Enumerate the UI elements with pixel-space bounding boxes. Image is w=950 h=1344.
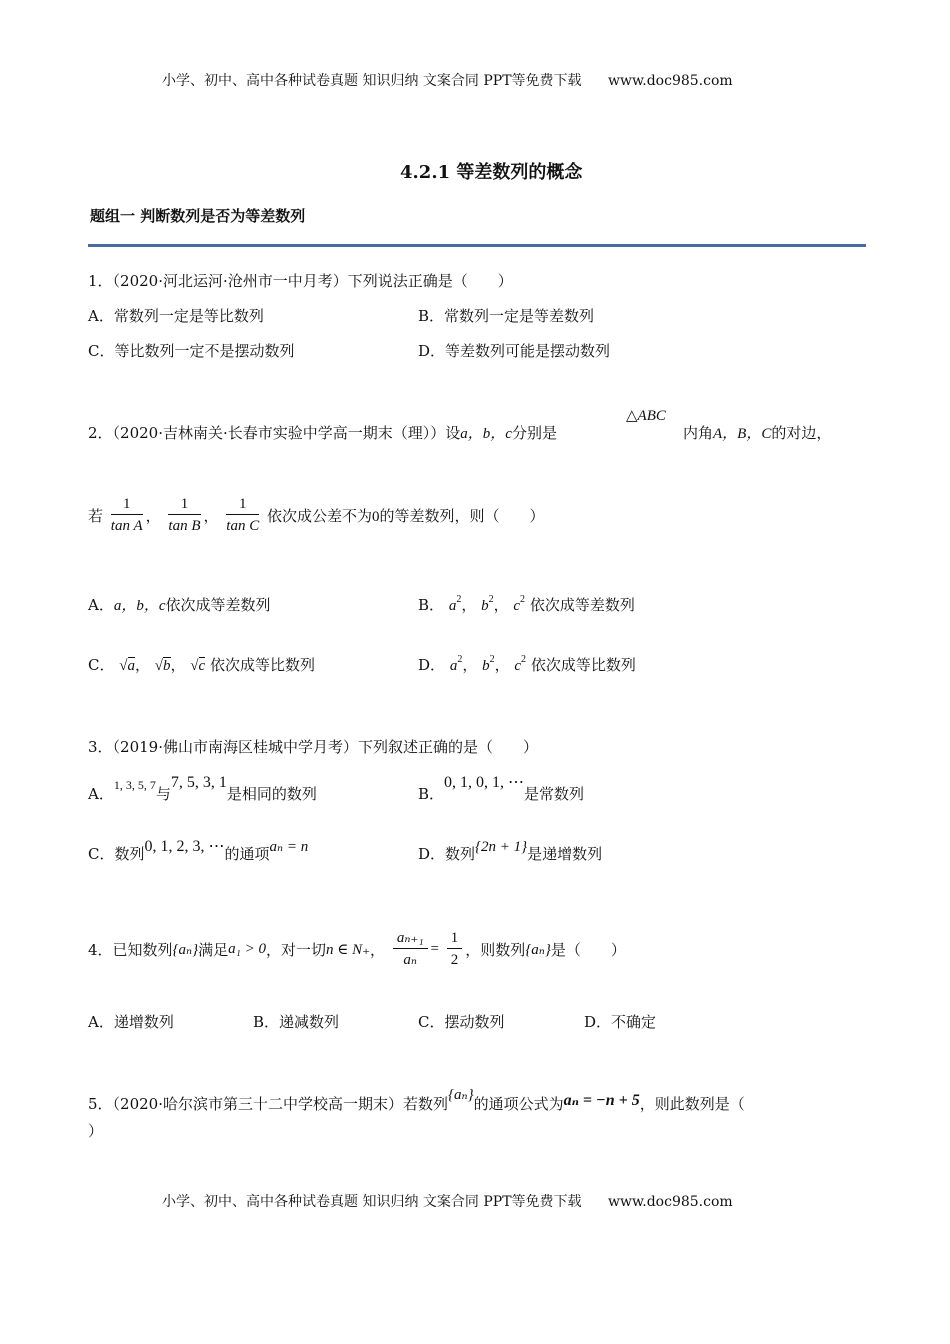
q2-option-c[interactable]: C． √a， √b， √c 依次成等比数列 — [88, 656, 315, 674]
q5-close-paren: ） — [88, 1122, 104, 1140]
q2-frac-tan-c: $\frac{1}{\text{tan C}}$ — [226, 496, 260, 534]
q4-option-d[interactable]: D．不确定 — [584, 1013, 657, 1031]
q4-option-a[interactable]: A．递增数列 — [88, 1013, 174, 1031]
q3-option-d[interactable]: D．数列{2n + 1}是递增数列 — [418, 839, 603, 863]
q4-stem: 4．已知数列{aₙ}满足a₁ > 0，对一切n ∈ N₊， $\frac{\text{aₙ₊₁}}{\text{aₙ}}$ = $\frac{1}{2}$ ，则数列{aₙ}是（ ） — [88, 928, 626, 971]
q2-triangle-abc: △ABC — [626, 408, 666, 424]
q2-frac-tan-a: $\frac{1}{\text{tan A}}$ — [110, 496, 143, 534]
q2-option-a[interactable]: A．a，b，c依次成等差数列 — [88, 596, 271, 614]
page-footer — [162, 1191, 733, 1211]
q5-stem: 5．（2020·哈尔滨市第三十二中学校高一期末）若数列{aₙ}的通项公式为aₙ = −n + 5，则此数列是（ — [88, 1087, 745, 1113]
q2-stem: 2．（2020·吉林南关·长春市实验中学高一期末（理））设a，b，c分别是 — [88, 424, 557, 442]
q3-option-c[interactable]: C．数列0, 1, 2, 3, ⋯的通项aₙ = n — [88, 838, 309, 863]
q3-stem: 3．（2019·佛山市南海区桂城中学月考）下列叙述正确的是（ ） — [88, 738, 538, 756]
q3-option-b[interactable]: B．0, 1, 0, 1, ⋯是常数列 — [418, 774, 585, 803]
page-title: 4.2.1 等差数列的概念 — [400, 162, 583, 183]
footer-text: 小学、初中、高中各种试卷真题 知识归纳 文案合同 PPT等免费下载 — [162, 1194, 582, 1210]
q1-stem: 1．（2020·河北运河·沧州市一中月考）下列说法正确是（ ） — [88, 272, 513, 290]
footer-url[interactable]: www.doc985.com — [607, 1194, 733, 1210]
q2-option-d[interactable]: D． $a^2$， $b^2$， $c^2$ 依次成等比数列 — [418, 654, 636, 674]
q1-option-a[interactable]: A．常数列一定是等比数列 — [88, 307, 264, 325]
q4-half-frac: $\frac{1}{2}$ — [447, 928, 463, 971]
q2-option-b[interactable]: B． $a^2$， $b^2$， $c^2$ 依次成等差数列 — [418, 594, 635, 614]
q4-option-c[interactable]: C．摆动数列 — [418, 1013, 505, 1031]
q2-stem-tail: 内角A，B，C的对边， — [683, 424, 832, 442]
divider-rule — [88, 244, 866, 247]
header-url[interactable]: www.doc985.com — [607, 73, 733, 89]
group-heading: 题组一 判断数列是否为等差数列 — [90, 207, 306, 225]
q2-condition: 若 $\frac{1}{\text{tan A}}$ ， $\frac{1}{\text{tan B}}$ ， $\frac{1}{\text{tan C}}$ 依次成公差不为0的等差数列，则（ ） — [88, 494, 545, 537]
q3-option-a[interactable]: A．$^{1, 3, 5, 7}$与7, 5, 3, 1是相同的数列 — [88, 774, 317, 803]
q2-frac-tan-b: $\frac{1}{\text{tan B}}$ — [168, 496, 201, 534]
q1-option-c[interactable]: C．等比数列一定不是摆动数列 — [88, 342, 295, 360]
q1-option-d[interactable]: D．等差数列可能是摆动数列 — [418, 342, 611, 360]
q4-ratio-frac: $\frac{\text{aₙ₊₁}}{\text{aₙ}}$ — [393, 928, 428, 971]
page-header — [162, 70, 733, 90]
header-text: 小学、初中、高中各种试卷真题 知识归纳 文案合同 PPT等免费下载 — [162, 73, 582, 89]
q1-option-b[interactable]: B．常数列一定是等差数列 — [418, 307, 595, 325]
q4-option-b[interactable]: B．递减数列 — [253, 1013, 340, 1031]
